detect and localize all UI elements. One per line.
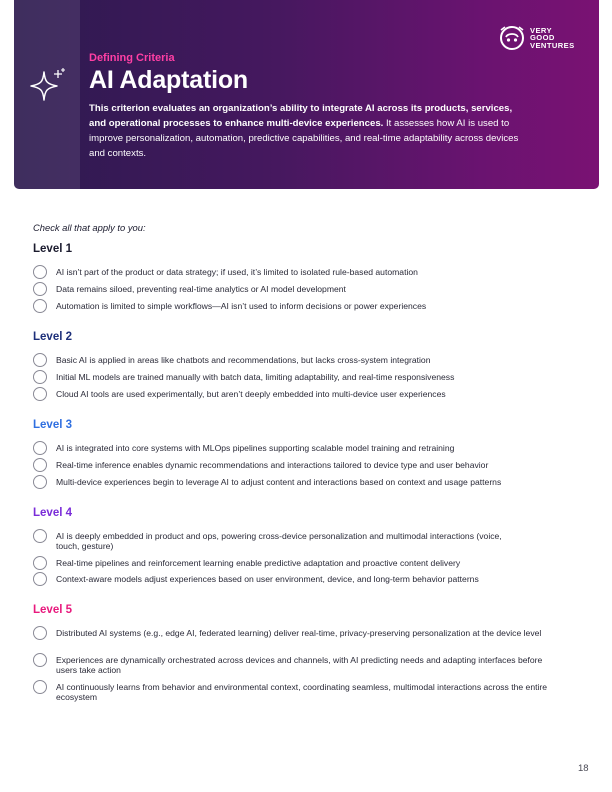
checkbox[interactable]	[33, 458, 47, 472]
intro-bold-text: This criterion evaluates an organization’s ability to integrate AI across its products, services, and operational processes to enhance multi-device experiences.	[89, 103, 513, 129]
checkbox[interactable]	[33, 626, 47, 640]
icon-strip	[14, 0, 80, 189]
checkbox[interactable]	[33, 353, 47, 367]
checkbox[interactable]	[33, 653, 47, 667]
checklist-prompt: Check all that apply to you:	[33, 222, 146, 233]
checklist-item-text: Data remains siloed, preventing real-time analytics or AI model development	[56, 284, 346, 294]
checkbox[interactable]	[33, 441, 47, 455]
level-5-heading: Level 5	[33, 604, 72, 616]
checkbox[interactable]	[33, 680, 47, 694]
checklist-item-text: Experiences are dynamically orchestrated across devices and channels, with AI predicting needs and adapting interfaces before users take action	[56, 655, 543, 675]
level-3-heading: Level 3	[33, 419, 72, 431]
checkbox[interactable]	[33, 282, 47, 296]
checklist-item-text: Automation is limited to simple workflows—AI isn’t used to inform decisions or power experiences	[56, 301, 427, 311]
checklist-item-text: Context-aware models adjust experiences based on user environment, device, and long-term behavior patterns	[56, 574, 479, 584]
page-number: 18	[578, 763, 589, 774]
checklist-item-text: AI continuously learns from behavior and environmental context, coordinating seamless, multimodal interactions across the entire ecosystem	[56, 682, 548, 702]
checkbox[interactable]	[33, 556, 47, 570]
checklist-item[interactable]	[33, 574, 583, 586]
checklist-item[interactable]	[33, 628, 583, 640]
checkbox[interactable]	[33, 299, 47, 313]
checklist-item[interactable]	[33, 558, 583, 570]
checklist-item[interactable]	[33, 372, 583, 384]
level-2-heading: Level 2	[33, 331, 72, 343]
checkbox[interactable]	[33, 265, 47, 279]
checkbox[interactable]	[33, 529, 47, 543]
checklist-item[interactable]	[33, 682, 583, 702]
checklist-item[interactable]	[33, 460, 583, 472]
checklist-item-text: Distributed AI systems (e.g., edge AI, federated learning) deliver real-time, privacy-preserving personalization at the device level	[56, 628, 542, 638]
checkbox[interactable]	[33, 572, 47, 586]
intro-paragraph	[89, 101, 519, 161]
checklist-item[interactable]	[33, 284, 583, 296]
intro-regular-text: It assesses how AI is used to improve personalization, automation, predictive capabilities, and real-time adaptability across devices and contexts.	[89, 118, 519, 159]
header-banner	[14, 0, 599, 189]
checklist-item-text: AI is integrated into core systems with MLOps pipelines supporting scalable model training and retraining	[56, 443, 455, 453]
checklist-item-text: Cloud AI tools are used experimentally, but aren’t deeply embedded into multi-device user experiences	[56, 389, 446, 399]
checklist-item-text: Multi-device experiences begin to leverage AI to adjust content and interactions based on context and usage patterns	[56, 477, 502, 487]
checkbox[interactable]	[33, 387, 47, 401]
logo-wordmark: VERY GOOD VENTURES	[530, 25, 575, 50]
logo-mark-icon	[498, 24, 526, 52]
company-logo	[498, 24, 575, 52]
checkbox[interactable]	[33, 475, 47, 489]
checklist-item-text: AI isn’t part of the product or data strategy; if used, it’s limited to isolated rule-based automation	[56, 267, 418, 277]
checklist-item[interactable]	[33, 443, 583, 455]
sparkle-icon	[28, 68, 68, 104]
section-eyebrow: Defining Criteria	[89, 52, 175, 64]
level-4-heading: Level 4	[33, 507, 72, 519]
checklist-item[interactable]	[33, 267, 583, 279]
checklist-item[interactable]	[33, 355, 583, 367]
checklist-item-text: Basic AI is applied in areas like chatbots and recommendations, but lacks cross-system integration	[56, 355, 431, 365]
checklist-item[interactable]	[33, 477, 583, 489]
level-1-heading: Level 1	[33, 243, 72, 255]
page-title: AI Adaptation	[89, 66, 248, 94]
checklist-item-text: AI is deeply embedded in product and ops, powering cross-device personalization and multimodal interactions (voice, touch, gesture)	[56, 531, 502, 551]
checklist-item-text: Real-time inference enables dynamic recommendations and interactions tailored to device type and user behavior	[56, 460, 489, 470]
checklist-item[interactable]	[33, 389, 583, 401]
checklist-item-text: Initial ML models are trained manually with batch data, limiting adaptability, and real-time responsiveness	[56, 372, 455, 382]
checklist-item[interactable]	[33, 531, 583, 551]
checkbox[interactable]	[33, 370, 47, 384]
checklist-item[interactable]	[33, 655, 583, 675]
checklist-item[interactable]	[33, 301, 583, 313]
checklist-item-text: Real-time pipelines and reinforcement learning enable predictive adaptation and proactive content delivery	[56, 558, 461, 568]
